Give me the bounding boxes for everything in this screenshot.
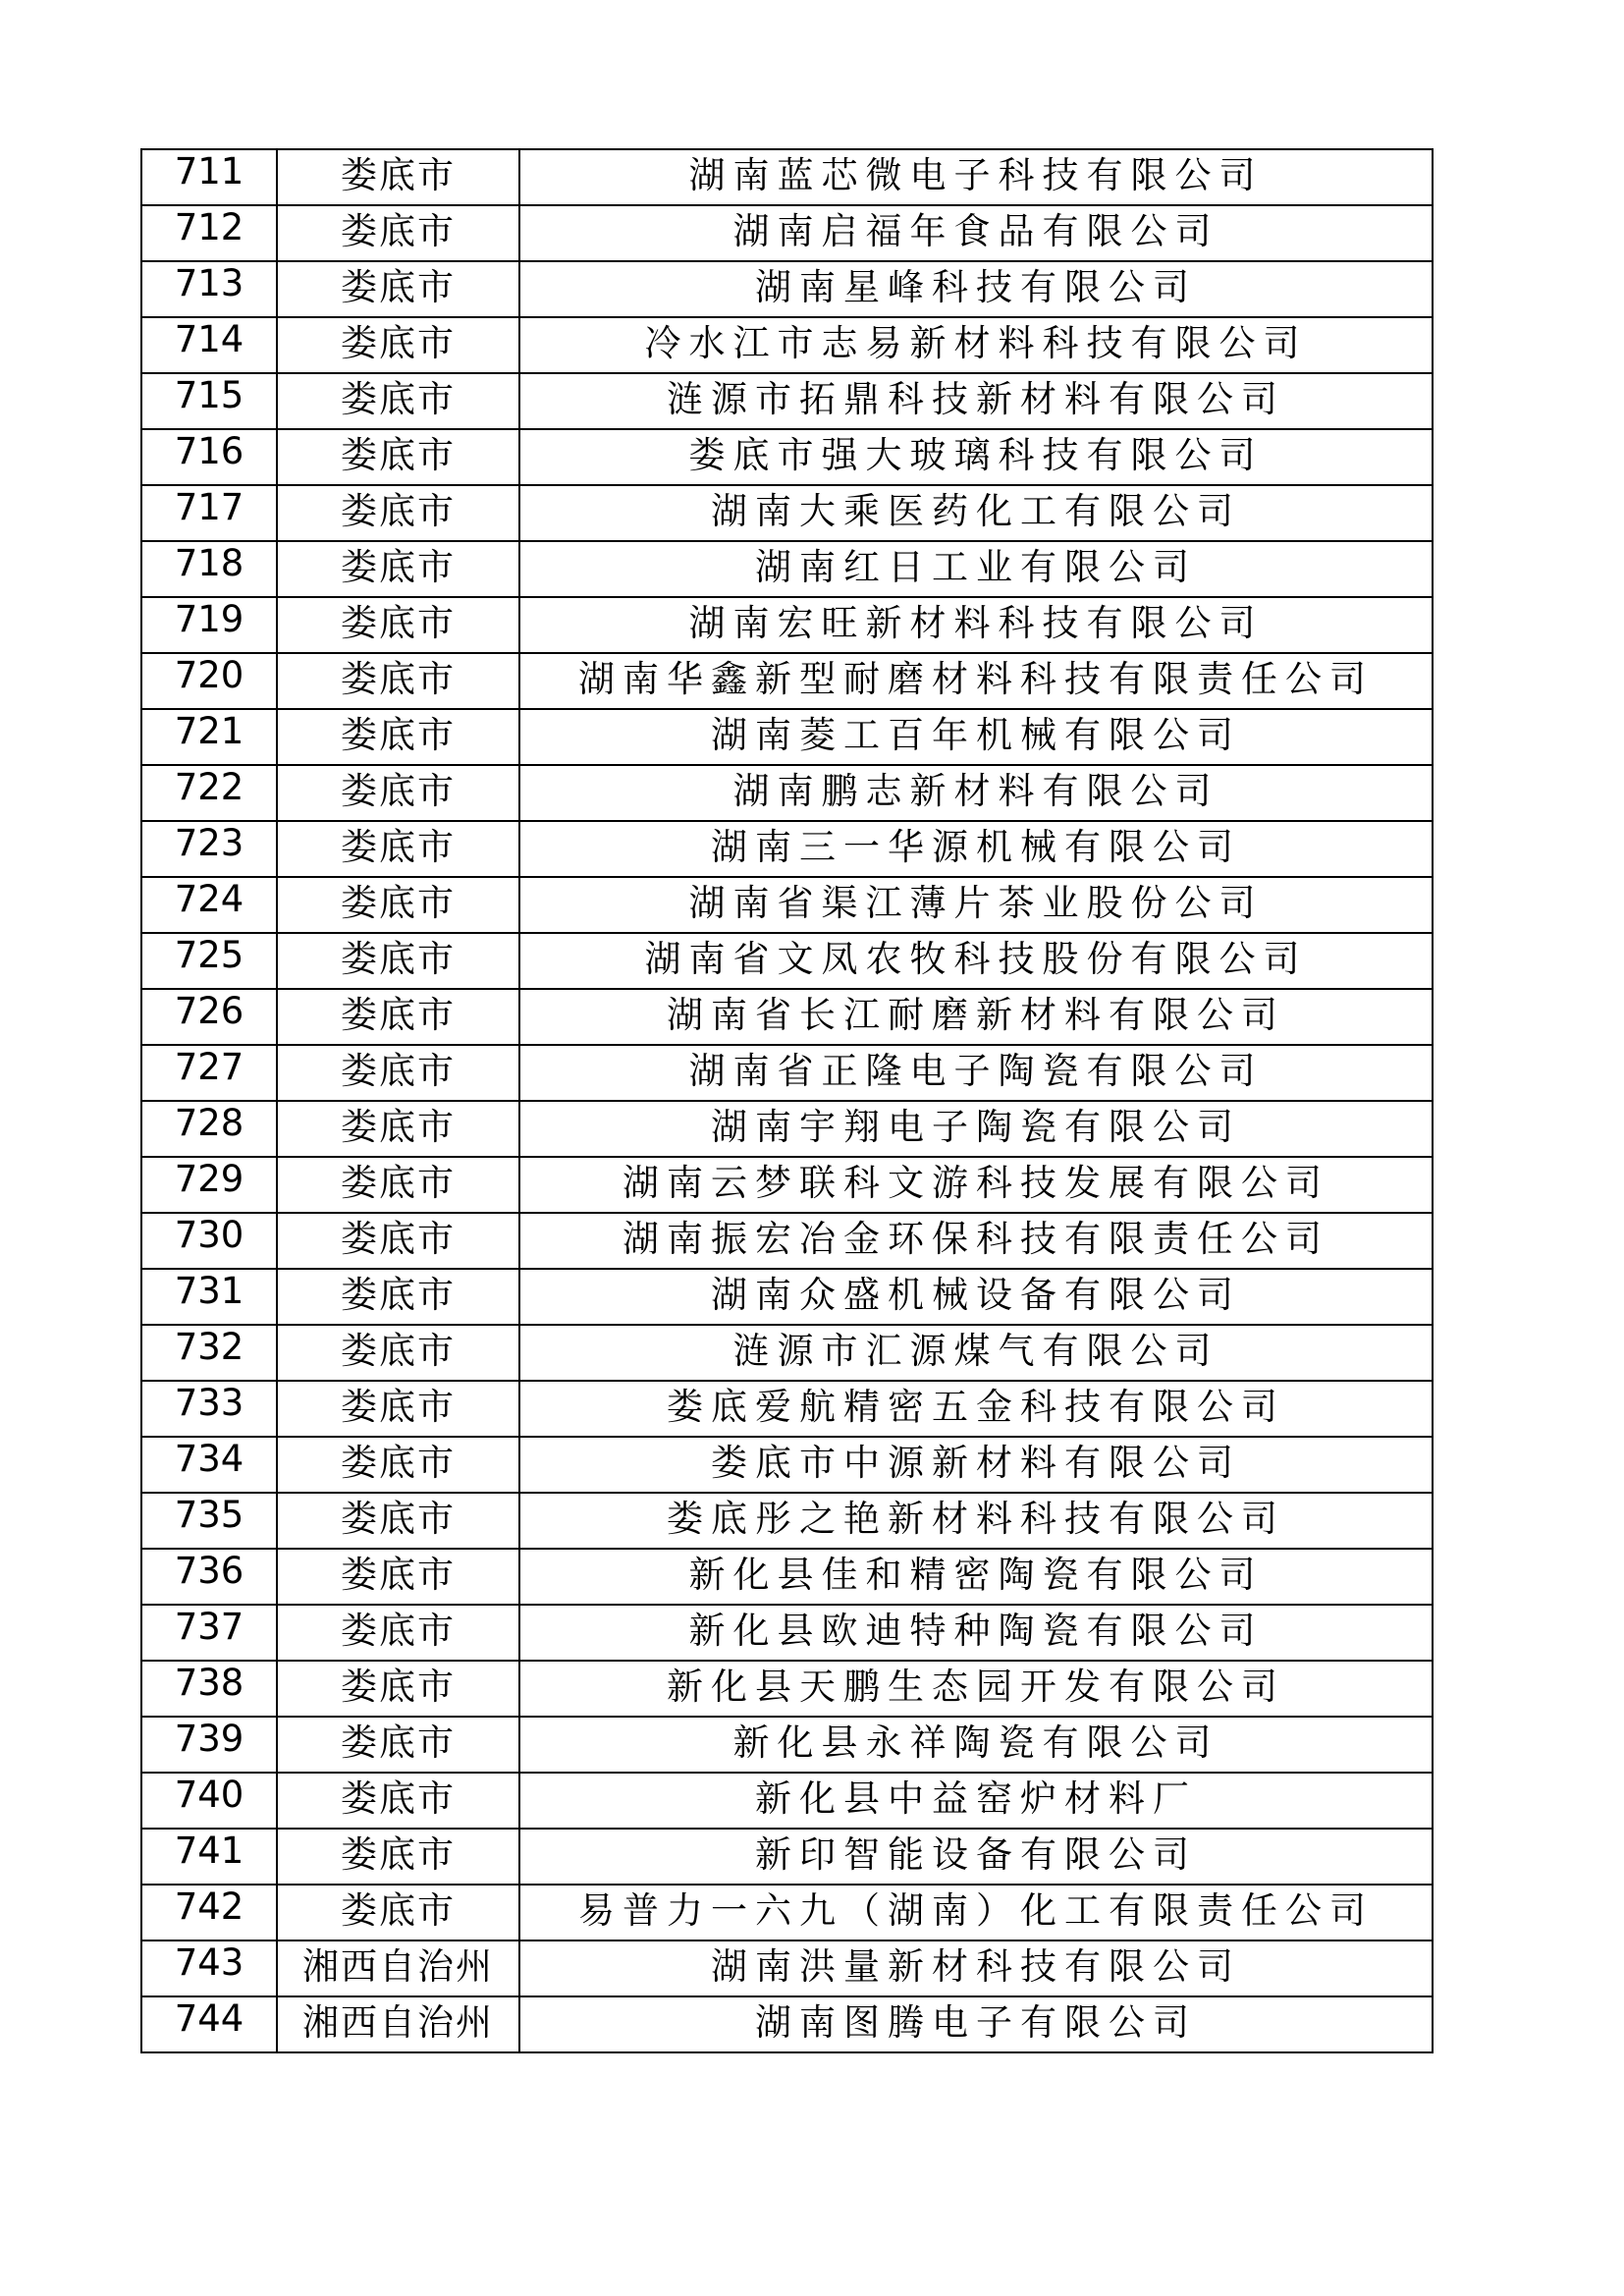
company-name-cell [519,1045,1433,1101]
city-cell [277,1381,519,1437]
company-name-cell [519,989,1433,1045]
company-name-cell [519,429,1433,485]
company-name-cell-text: 新化县欧迪特种陶瓷有限公司 [688,1609,1264,1652]
row-number-cell-text: 741 [174,1830,244,1872]
table-row [141,821,1433,877]
row-number-cell-text: 728 [174,1102,244,1144]
company-name-cell-text: 涟源市汇源煤气有限公司 [732,1329,1219,1372]
city-cell-text: 娄底市 [341,713,456,756]
city-cell [277,1157,519,1213]
city-cell [277,317,519,373]
company-name-cell-text: 湖南宏旺新材料科技有限公司 [688,601,1264,644]
city-cell [277,877,519,933]
company-name-cell-text: 湖南鹏志新材料有限公司 [732,769,1219,812]
row-number-cell-text: 743 [174,1941,244,1984]
row-number-cell-text: 739 [174,1718,244,1760]
city-cell [277,1213,519,1269]
company-name-cell [519,1941,1433,1996]
city-cell [277,1941,519,1996]
row-number-cell-text: 740 [174,1774,244,1816]
company-name-cell [519,1829,1433,1885]
city-cell [277,1773,519,1829]
table-row [141,877,1433,933]
city-cell-text: 娄底市 [341,1385,456,1428]
company-name-cell-text: 湖南红日工业有限公司 [755,545,1197,588]
row-number-cell [141,1101,277,1157]
row-number-cell [141,1549,277,1605]
row-number-cell [141,1437,277,1493]
row-number-cell-text: 729 [174,1158,244,1200]
row-number-cell-text: 724 [174,878,244,920]
table-row [141,1493,1433,1549]
city-cell [277,1605,519,1661]
company-name-cell [519,1325,1433,1381]
company-name-cell [519,205,1433,261]
city-cell [277,765,519,821]
city-cell-text: 娄底市 [341,1888,456,1932]
company-name-cell [519,1773,1433,1829]
city-cell-text: 娄底市 [341,433,456,476]
company-name-cell [519,709,1433,765]
row-number-cell [141,877,277,933]
company-name-cell [519,1157,1433,1213]
table-row [141,1996,1433,2052]
city-cell [277,597,519,653]
row-number-cell [141,765,277,821]
table-row [141,373,1433,429]
company-name-cell-text: 新化县中益窑炉材料厂 [755,1777,1197,1820]
row-number-cell [141,317,277,373]
row-number-cell [141,429,277,485]
row-number-cell-text: 714 [174,318,244,360]
company-name-cell [519,653,1433,709]
city-cell-text: 娄底市 [341,1497,456,1540]
company-name-cell-text: 娄底爱航精密五金科技有限公司 [667,1385,1285,1428]
city-cell [277,1661,519,1717]
company-name-cell-text: 湖南振宏冶金环保科技有限责任公司 [623,1217,1329,1260]
row-number-cell-text: 712 [174,206,244,248]
table-row [141,1661,1433,1717]
table-row [141,1045,1433,1101]
row-number-cell [141,1885,277,1941]
row-number-cell [141,1717,277,1773]
city-cell-text: 娄底市 [341,881,456,924]
table-row [141,1549,1433,1605]
row-number-cell [141,1605,277,1661]
city-cell-text: 娄底市 [341,265,456,308]
city-cell [277,1717,519,1773]
row-number-cell-text: 725 [174,934,244,976]
city-cell [277,149,519,205]
company-name-cell [519,1437,1433,1493]
table-row [141,317,1433,373]
table-row [141,1157,1433,1213]
company-name-cell [519,877,1433,933]
row-number-cell [141,1493,277,1549]
row-number-cell [141,709,277,765]
table-row [141,1941,1433,1996]
row-number-cell-text: 730 [174,1214,244,1256]
table-row [141,709,1433,765]
table-row [141,429,1433,485]
city-cell [277,933,519,989]
row-number-cell [141,1157,277,1213]
city-cell-text: 娄底市 [341,209,456,252]
city-cell-text: 娄底市 [341,1105,456,1148]
table-row [141,485,1433,541]
row-number-cell [141,933,277,989]
row-number-cell [141,1829,277,1885]
table-body [141,149,1433,2052]
city-cell [277,1045,519,1101]
company-name-cell-text: 涟源市拓鼎科技新材料有限公司 [667,377,1285,420]
row-number-cell [141,541,277,597]
company-name-cell [519,373,1433,429]
company-name-cell [519,1549,1433,1605]
table-row [141,1101,1433,1157]
company-name-cell [519,149,1433,205]
city-cell-text: 娄底市 [341,993,456,1036]
row-number-cell [141,1773,277,1829]
city-cell [277,205,519,261]
table-row [141,1213,1433,1269]
company-name-cell [519,485,1433,541]
row-number-cell-text: 744 [174,1997,244,2040]
row-number-cell-text: 742 [174,1886,244,1928]
row-number-cell-text: 723 [174,822,244,864]
row-number-cell [141,205,277,261]
company-name-cell-text: 湖南省文凤农牧科技股份有限公司 [644,937,1308,980]
city-cell [277,1437,519,1493]
row-number-cell-text: 737 [174,1606,244,1648]
company-name-cell [519,261,1433,317]
row-number-cell-text: 711 [174,150,244,192]
city-cell-text: 娄底市 [341,937,456,980]
row-number-cell-text: 718 [174,542,244,584]
city-cell-text: 娄底市 [341,1441,456,1484]
company-name-cell-text: 新印智能设备有限公司 [755,1832,1197,1876]
company-name-cell-text: 新化县佳和精密陶瓷有限公司 [688,1553,1264,1596]
table-row [141,205,1433,261]
table-row [141,989,1433,1045]
company-name-cell-text: 湖南云梦联科文游科技发展有限公司 [623,1161,1329,1204]
city-cell-text: 娄底市 [341,545,456,588]
table-row [141,1269,1433,1325]
company-name-cell [519,1213,1433,1269]
company-name-cell-text: 湖南华鑫新型耐磨材料科技有限责任公司 [578,657,1374,700]
row-number-cell [141,1941,277,1996]
row-number-cell [141,373,277,429]
company-name-cell-text: 湖南星峰科技有限公司 [755,265,1197,308]
city-cell-text: 娄底市 [341,1049,456,1092]
city-cell-text: 娄底市 [341,1721,456,1764]
city-cell-text: 娄底市 [341,489,456,532]
row-number-cell-text: 719 [174,598,244,640]
city-cell-text: 娄底市 [341,769,456,812]
table-row [141,597,1433,653]
company-name-cell-text: 湖南洪量新材科技有限公司 [711,1944,1241,1988]
row-number-cell-text: 722 [174,766,244,808]
company-name-cell-text: 新化县天鹏生态园开发有限公司 [667,1665,1285,1708]
city-cell [277,541,519,597]
company-name-cell [519,1493,1433,1549]
row-number-cell [141,1996,277,2052]
table-row [141,149,1433,205]
table-row [141,653,1433,709]
company-name-cell-text: 新化县永祥陶瓷有限公司 [732,1721,1219,1764]
table-row [141,1605,1433,1661]
city-cell-text: 娄底市 [341,1777,456,1820]
table-row [141,1325,1433,1381]
city-cell-text: 娄底市 [341,657,456,700]
row-number-cell [141,149,277,205]
company-name-cell [519,1269,1433,1325]
company-name-cell [519,597,1433,653]
row-number-cell-text: 717 [174,486,244,528]
city-cell-text: 娄底市 [341,377,456,420]
row-number-cell [141,1381,277,1437]
table-row [141,1829,1433,1885]
company-name-cell-text: 冷水江市志易新材料科技有限公司 [644,321,1308,364]
row-number-cell-text: 735 [174,1494,244,1536]
city-cell-text: 娄底市 [341,1329,456,1372]
company-name-cell [519,1605,1433,1661]
row-number-cell [141,597,277,653]
row-number-cell [141,653,277,709]
company-name-cell [519,1381,1433,1437]
company-name-cell [519,821,1433,877]
city-cell-text: 娄底市 [341,321,456,364]
row-number-cell [141,989,277,1045]
table-row [141,1773,1433,1829]
company-name-cell-text: 湖南大乘医药化工有限公司 [711,489,1241,532]
city-cell-text: 娄底市 [341,601,456,644]
city-cell-text: 娄底市 [341,1609,456,1652]
company-name-cell-text: 湖南菱工百年机械有限公司 [711,713,1241,756]
company-name-cell-text: 湖南启福年食品有限公司 [732,209,1219,252]
city-cell [277,1269,519,1325]
company-name-cell-text: 湖南图腾电子有限公司 [755,2000,1197,2044]
row-number-cell [141,485,277,541]
company-name-cell-text: 娄底市强大玻璃科技有限公司 [688,433,1264,476]
table-row [141,1885,1433,1941]
row-number-cell-text: 727 [174,1046,244,1088]
row-number-cell [141,1269,277,1325]
city-cell-text: 娄底市 [341,1553,456,1596]
row-number-cell-text: 733 [174,1382,244,1424]
company-name-cell [519,541,1433,597]
company-name-cell-text: 湖南宇翔电子陶瓷有限公司 [711,1105,1241,1148]
company-name-cell [519,1101,1433,1157]
city-cell [277,373,519,429]
company-name-cell-text: 易普力一六九（湖南）化工有限责任公司 [578,1888,1374,1932]
row-number-cell-text: 736 [174,1550,244,1592]
city-cell [277,1493,519,1549]
row-number-cell-text: 720 [174,654,244,696]
company-name-cell-text: 湖南省长江耐磨新材料有限公司 [667,993,1285,1036]
company-name-cell [519,1885,1433,1941]
row-number-cell-text: 731 [174,1270,244,1312]
company-list-table [140,148,1434,2053]
city-cell-text: 娄底市 [341,825,456,868]
company-name-cell [519,933,1433,989]
city-cell [277,1549,519,1605]
row-number-cell-text: 738 [174,1662,244,1704]
city-cell [277,1885,519,1941]
city-cell [277,709,519,765]
company-name-cell-text: 娄底市中源新材料有限公司 [711,1441,1241,1484]
city-cell [277,653,519,709]
company-name-cell [519,317,1433,373]
company-name-cell-text: 湖南蓝芯微电子科技有限公司 [688,153,1264,196]
table-row [141,541,1433,597]
table-row [141,933,1433,989]
city-cell [277,1325,519,1381]
city-cell [277,989,519,1045]
table-row [141,765,1433,821]
city-cell [277,261,519,317]
row-number-cell [141,1661,277,1717]
company-name-cell-text: 湖南省正隆电子陶瓷有限公司 [688,1049,1264,1092]
city-cell [277,1101,519,1157]
city-cell-text: 娄底市 [341,1217,456,1260]
table-row [141,1437,1433,1493]
company-name-cell-text: 娄底彤之艳新材料科技有限公司 [667,1497,1285,1540]
row-number-cell-text: 715 [174,374,244,416]
row-number-cell-text: 732 [174,1326,244,1368]
city-cell [277,485,519,541]
city-cell [277,821,519,877]
company-name-cell [519,765,1433,821]
row-number-cell [141,1045,277,1101]
company-name-cell-text: 湖南众盛机械设备有限公司 [711,1273,1241,1316]
company-name-cell [519,1996,1433,2052]
row-number-cell-text: 734 [174,1438,244,1480]
city-cell-text: 湘西自治州 [302,2000,494,2044]
row-number-cell-text: 716 [174,430,244,472]
city-cell-text: 娄底市 [341,1665,456,1708]
city-cell-text: 娄底市 [341,1832,456,1876]
city-cell [277,429,519,485]
city-cell [277,1829,519,1885]
row-number-cell [141,1325,277,1381]
city-cell-text: 湘西自治州 [302,1944,494,1988]
city-cell-text: 娄底市 [341,1273,456,1316]
company-name-cell [519,1661,1433,1717]
company-name-cell-text: 湖南省渠江薄片茶业股份公司 [688,881,1264,924]
company-name-cell [519,1717,1433,1773]
table-row [141,1381,1433,1437]
row-number-cell-text: 713 [174,262,244,304]
company-name-cell-text: 湖南三一华源机械有限公司 [711,825,1241,868]
row-number-cell-text: 721 [174,710,244,752]
row-number-cell-text: 726 [174,990,244,1032]
city-cell [277,1996,519,2052]
row-number-cell [141,821,277,877]
table-row [141,261,1433,317]
city-cell-text: 娄底市 [341,1161,456,1204]
row-number-cell [141,261,277,317]
row-number-cell [141,1213,277,1269]
city-cell-text: 娄底市 [341,153,456,196]
table-row [141,1717,1433,1773]
